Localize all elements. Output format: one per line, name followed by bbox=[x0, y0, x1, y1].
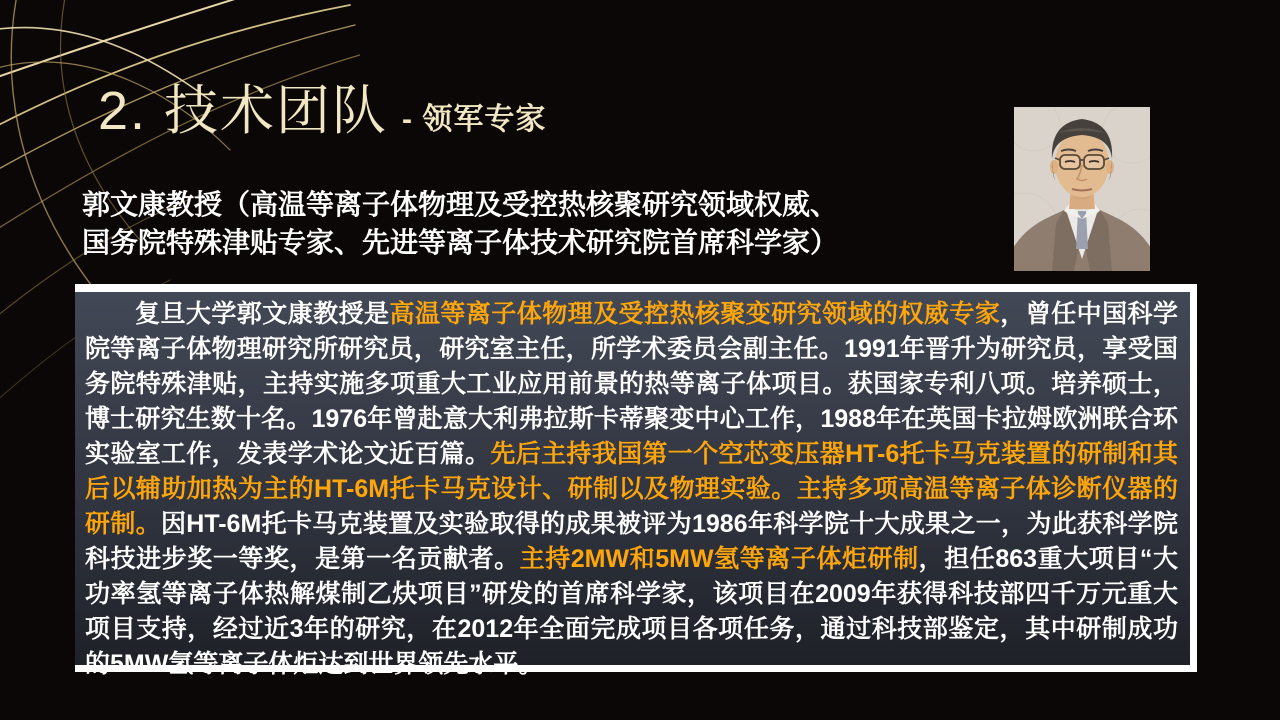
subtitle bbox=[82, 186, 838, 262]
page-title bbox=[98, 68, 546, 145]
title-suffix-text: - 领军专家 bbox=[402, 103, 547, 136]
professor-portrait-photo bbox=[1014, 107, 1150, 271]
title-main-text: 2. 技术团队 bbox=[98, 81, 389, 141]
bio-text-segment: 主持2MW和5MW氢等离子体炬研制 bbox=[519, 545, 919, 573]
bio-text-segment: 先后主持我国第一个空芯变压器HT-6托卡马克装置的研制和其后以辅助加热为主的HT-6M托卡马克设计、研制以及物理实验。主持多项高温等离子体诊断仪器的研制。 bbox=[85, 440, 1178, 538]
subtitle-line: 郭文康教授（高温等离子体物理及受控热核聚研究领域权威、 bbox=[82, 189, 839, 220]
bio-text-segment: ，曾任中国科学院等离子体物理研究所研究员，研究室主任，所学术委员会副主任。1991年晋升为研究员，享受国务院特殊津贴，主持实施多项重大工业应用前景的热等离子体项目。获国家专利八项。培养硕士，博士研究生数十名。1976年曾赴意大利弗拉斯卡蒂聚变中心工作，1988年在英国卡拉姆欧洲联合环实验室工作，发表学术论文近百篇。 bbox=[85, 300, 1178, 468]
subtitle-line: 国务院特殊津贴专家、先进等离子体技术研究院首席科学家） bbox=[82, 227, 839, 259]
bio-text-segment: 复旦大学郭文康教授是 bbox=[135, 300, 390, 328]
bio-panel bbox=[75, 284, 1197, 678]
bio-text-segment: 因HT-6M托卡马克装置及实验取得的成果被评为1986年科学院十大成果之一，为此获科学院科技进步奖一等奖，是第一名贡献者。 bbox=[85, 510, 1178, 573]
bio-text-segment: ，担任863重大项目“大功率氢等离子体热解煤制乙炔项目”研发的首席科学家，该项目在2009年获得科技部四千万元重大项目支持，经过近3年的研究，在2012年全面完成项目各项任务，通过科技部鉴定，其中研制成功的5MW氢等离子体炬达到世界领先水平。 bbox=[85, 545, 1178, 678]
bio-paragraph bbox=[75, 292, 1190, 682]
bio-text-segment: 高温等离子体物理及受控热核聚变研究领域的权威专家 bbox=[389, 300, 1001, 328]
